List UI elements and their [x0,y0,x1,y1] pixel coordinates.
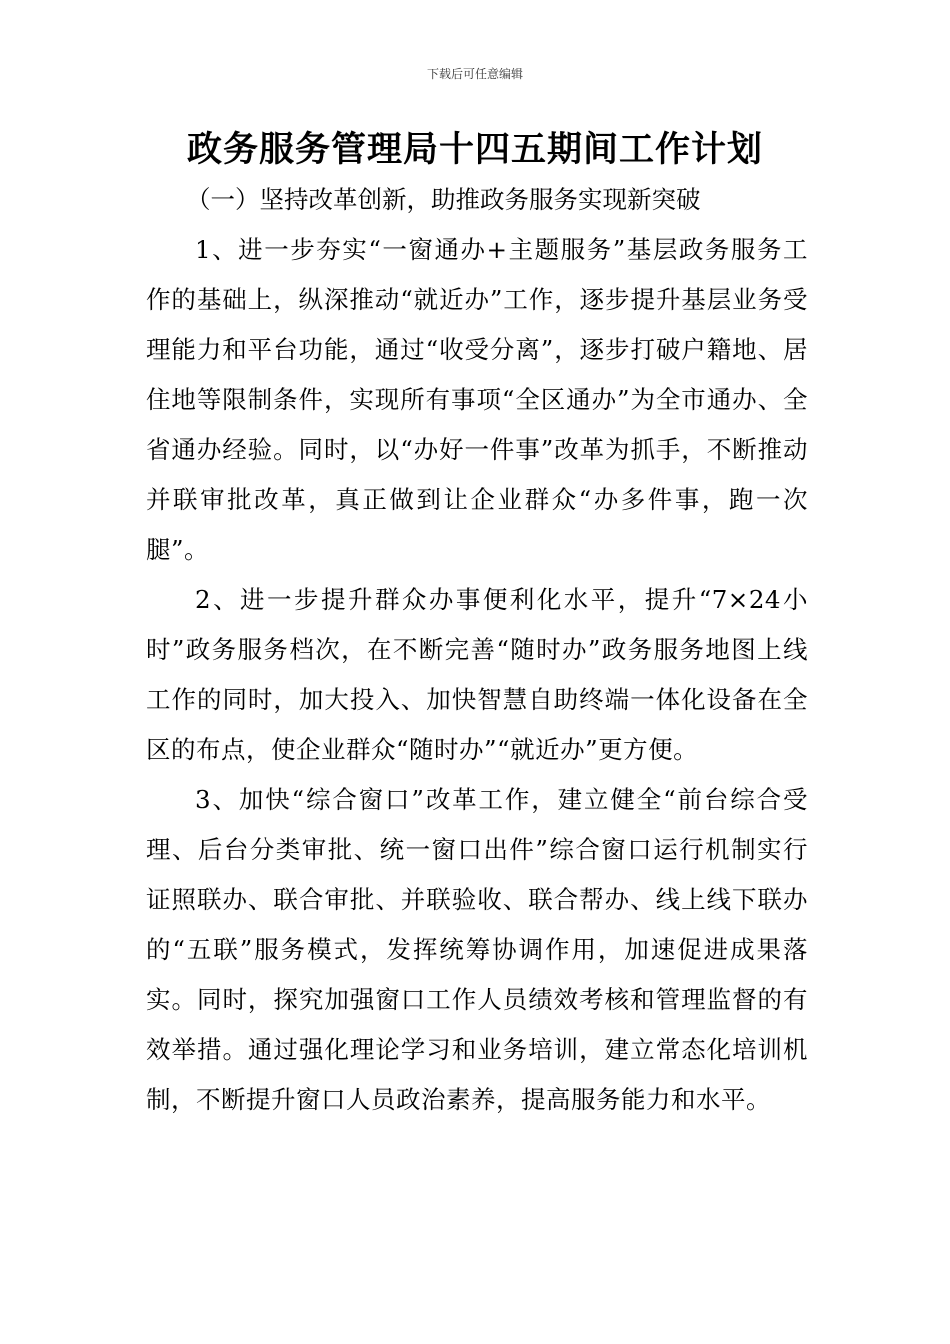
document-title: 政务服务管理局十四五期间工作计划 [186,130,763,170]
document-body [146,225,808,1125]
header-note: 下载后可任意编辑 [426,67,523,81]
section-heading: （一）坚持改革创新，助推政务服务实现新突破 [186,185,701,214]
paragraph-1: 1、进一步夯实“一窗通办+主题服务”基层政务服务工作的基础上，纵深推动“就近办”工作，逐步提升基层业务受理能力和平台功能，通过“收受分离”，逐步打破户籍地、居住地等限制条件，实现所有事项“全区通办”为全市通办、全省通办经验。同时，以“办好一件事”改革为抓手，不断推动并联审批改革，真正做到让企业群众“办多件事，跑一次腿”。 [146,235,808,564]
paragraph-2: 2、进一步提升群众办事便利化水平，提升“7×24小时”政务服务档次，在不断完善“随时办”政务服务地图上线工作的同时，加大投入、加快智慧自助终端一体化设备在全区的布点，使企业群众“随时办”“就近办”更方便。 [146,585,808,764]
paragraph-3: 3、加快“综合窗口”改革工作，建立健全“前台综合受理、后台分类审批、统一窗口出件”综合窗口运行机制实行证照联办、联合审批、并联验收、联合帮办、线上线下联办的“五联”服务模式，发挥统筹协调作用，加速促进成果落实。同时，探究加强窗口工作人员绩效考核和管理监督的有效举措。通过强化理论学习和业务培训，建立常态化培训机制，不断提升窗口人员政治素养，提高服务能力和水平。 [146,785,808,1114]
